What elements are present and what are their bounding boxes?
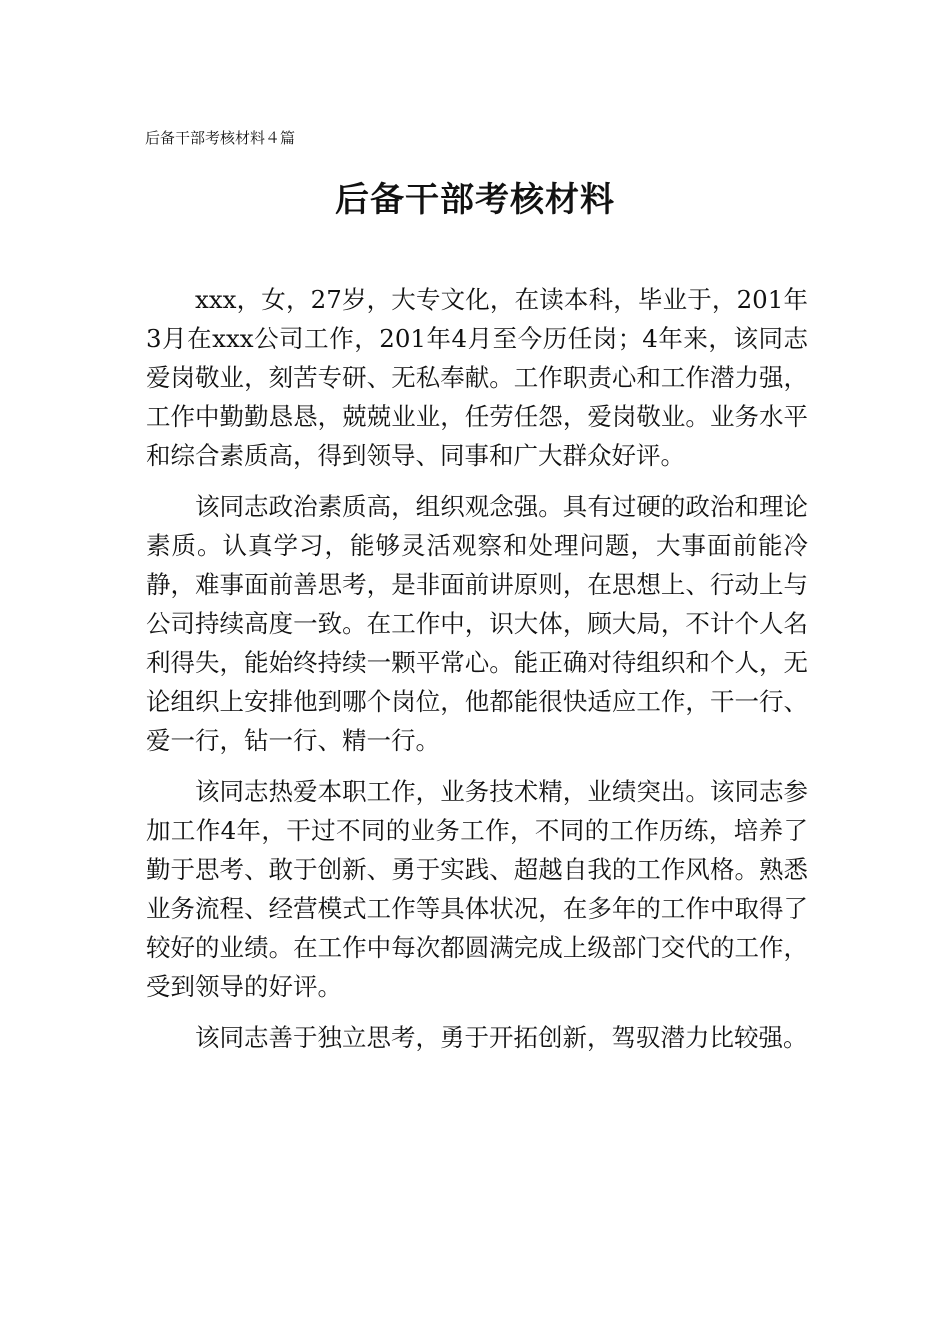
paragraph-1: xxx，女，27岁，大专文化，在读本科，毕业于，201年3月在xxx公司工作，201年4月至今历任岗；4年来，该同志爱岗敬业，刻苦专研、无私奉献。工作职责心和工作潜力强，工作中勤勤恳恳，兢兢业业，任劳任怨，爱岗敬业。业务水平和综合素质高，得到领导、同事和广大群众好评。: [146, 285, 808, 470]
paragraph-4: 该同志善于独立思考，勇于开拓创新，驾驭潜力比较强。: [195, 1023, 808, 1052]
document-body: [146, 280, 808, 1069]
document-title: 后备干部考核材料: [335, 180, 615, 220]
document-header-label: 后备干部考核材料４篇: [145, 129, 296, 147]
paragraph-3: 该同志热爱本职工作，业务技术精，业绩突出。该同志参加工作4年，干过不同的业务工作，不同的工作历练，培养了勤于思考、敢于创新、勇于实践、超越自我的工作风格。熟悉业务流程、经营模式工作等具体状况，在多年的工作中取得了较好的业绩。在工作中每次都圆满完成上级部门交代的工作，受到领导的好评。: [146, 777, 808, 1001]
paragraph-2: 该同志政治素质高，组织观念强。具有过硬的政治和理论素质。认真学习，能够灵活观察和处理问题，大事面前能冷静，难事面前善思考，是非面前讲原则，在思想上、行动上与公司持续高度一致。在工作中，识大体，顾大局，不计个人名利得失，能始终持续一颗平常心。能正确对待组织和个人，无论组织上安排他到哪个岗位，他都能很快适应工作，干一行、爱一行，钻一行、精一行。: [146, 492, 808, 755]
